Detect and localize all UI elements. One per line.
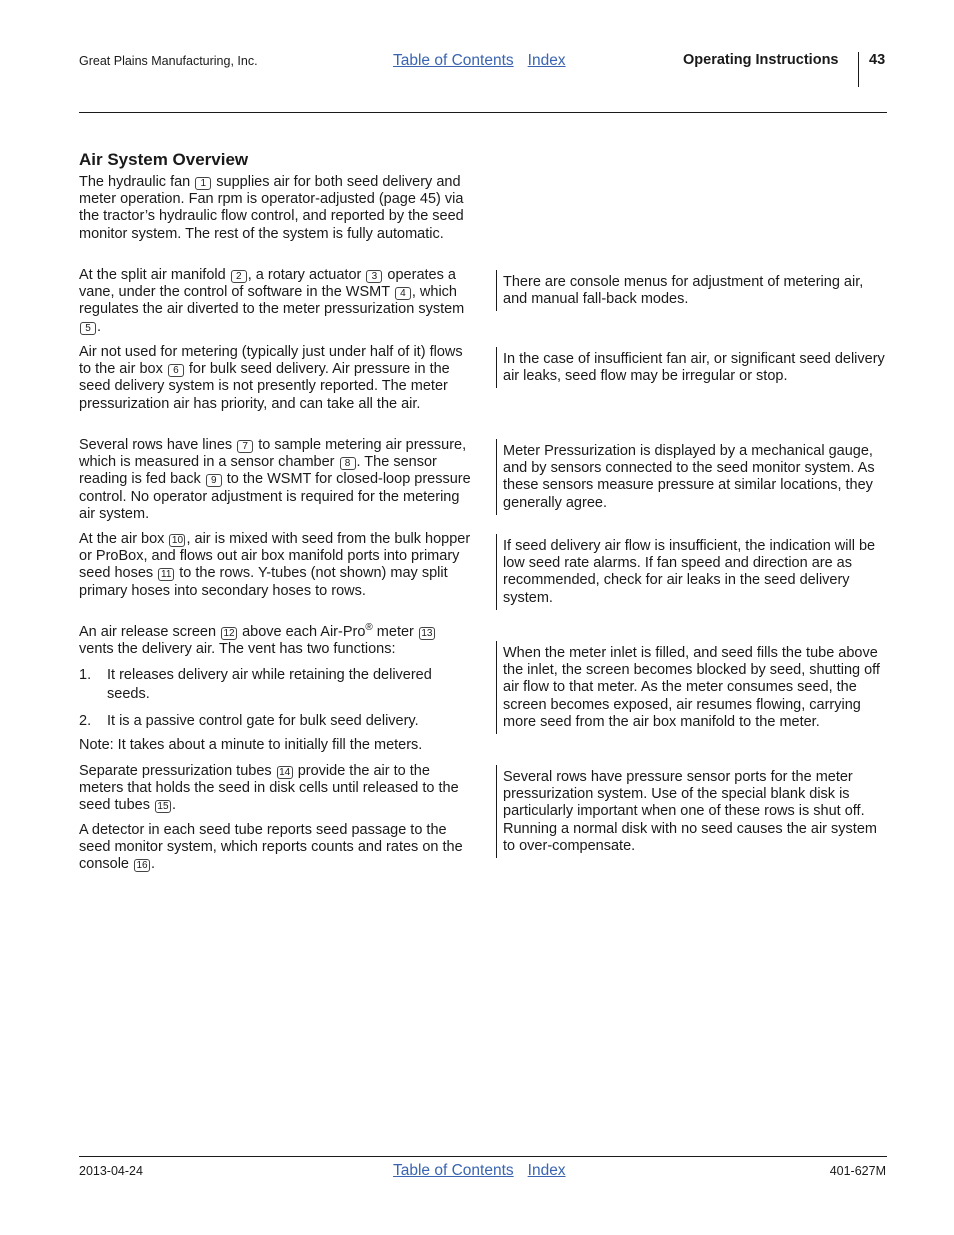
callout-13: 13 bbox=[419, 627, 435, 640]
list-item: 2. It is a passive control gate for bulk seed delivery. bbox=[79, 713, 419, 729]
registered-mark: ® bbox=[365, 622, 373, 634]
callout-14: 14 bbox=[277, 766, 293, 779]
footer-toc-link[interactable]: Table of Contents bbox=[393, 1162, 514, 1179]
sidebar-note: In the case of insufficient fan air, or significant seed delivery air leaks, seed flow may be irregular or stop. bbox=[496, 347, 890, 388]
paragraph-seed-detector: A detector in each seed tube reports seed passage to the seed monitor system, which reports counts and rates on the console 16 . bbox=[79, 822, 463, 873]
sidebar-note: If seed delivery air flow is insufficient, the indication will be low seed rate alarms. If fan speed and direction are as recommended, check for air leaks in the seed delivery system. bbox=[496, 534, 890, 610]
header-toc-link[interactable]: Table of Contents bbox=[393, 52, 514, 69]
callout-15: 15 bbox=[155, 800, 171, 813]
footer-rule bbox=[79, 1156, 887, 1157]
section-title: Operating Instructions bbox=[683, 52, 839, 68]
callout-12: 12 bbox=[221, 627, 237, 640]
callout-6: 6 bbox=[168, 364, 184, 377]
header-rule bbox=[79, 112, 887, 113]
callout-10: 10 bbox=[169, 534, 185, 547]
paragraph-sample-lines: Several rows have lines 7 to sample metering air pressure, which is measured in a sensor chamber 8 . The sensor reading is fed back 9 to the WSMT for closed-loop pressure control. No operator adjustment is required for the metering air system. bbox=[79, 437, 471, 522]
paragraph-pressurization-tubes: Separate pressurization tubes 14 provide the air to the meters that holds the seed in disk cells until released to the seed tubes 15 . bbox=[79, 763, 459, 814]
callout-3: 3 bbox=[366, 270, 382, 283]
paragraph-air-box: Air not used for metering (typically just under half of it) flows to the air box 6 for bulk seed delivery. Air pressure in the seed delivery system is not presently reported. The meter pressurization air has priority, and can take all the air. bbox=[79, 344, 463, 412]
paragraph-split-manifold: At the split air manifold 2 , a rotary actuator 3 operates a vane, under the control of software in the WSMT 4 , which regulates the air diverted to the meter pressurization system 5 . bbox=[79, 267, 465, 335]
sidebar-note: When the meter inlet is filled, and seed fills the tube above the inlet, the screen becomes blocked by seed, shutting off air flow to that meter. As the meter consumes seed, the screen becomes exposed, air resumes flowing, carrying more seed from the air box manifold to the meter. bbox=[496, 641, 890, 734]
callout-5: 5 bbox=[80, 322, 96, 335]
callout-1: 1 bbox=[195, 177, 211, 190]
header-divider bbox=[858, 52, 859, 87]
footer-index-link[interactable]: Index bbox=[527, 1162, 566, 1179]
page-number: 43 bbox=[869, 52, 886, 68]
paragraph-seed-mixing: At the air box 10 , air is mixed with seed from the bulk hopper or ProBox, and flows out air box manifold ports into primary seed hoses 11 to the rows. Y-tubes (not shown) may split primary hoses into secondary hoses to rows. bbox=[79, 531, 471, 599]
sidebar-note: Several rows have pressure sensor ports for the meter pressurization system. Use of the special blank disk is particularly important when one of these rows is shut off. Running a normal disk with no seed causes the air system to over-compensate. bbox=[496, 765, 890, 858]
sidebar-note: Meter Pressurization is displayed by a mechanical gauge, and by sensors connected to the seed monitor system. As these sensors measure pressure at similar locations, they generally agree. bbox=[496, 439, 890, 515]
company-name: Great Plains Manufacturing, Inc. bbox=[79, 54, 258, 68]
list-item: 1. It releases delivery air while retaining the delivered seeds. bbox=[79, 667, 432, 702]
part-number: 401-627M bbox=[829, 1164, 886, 1178]
header-index-link[interactable]: Index bbox=[527, 52, 566, 69]
callout-4: 4 bbox=[395, 287, 411, 300]
paragraph-hydraulic-fan: The hydraulic fan 1 supplies air for both seed delivery and meter operation. Fan rpm is operator-adjusted (page 45) via the tractor’s hydraulic flow control, and reported by the seed monitor system. The rest of the system is fully automatic. bbox=[79, 174, 464, 242]
footer-links bbox=[393, 1162, 566, 1180]
callout-16: 16 bbox=[134, 859, 150, 872]
callout-8: 8 bbox=[340, 457, 356, 470]
sidebar-note: There are console menus for adjustment of metering air, and manual fall-back modes. bbox=[496, 270, 890, 311]
paragraph-air-release-screen: An air release screen 12 above each Air-Pro® meter 13 vents the delivery air. The vent has two functions: bbox=[79, 624, 471, 658]
footer-date: 2013-04-24 bbox=[79, 1164, 143, 1178]
callout-11: 11 bbox=[158, 568, 174, 581]
header-links bbox=[393, 52, 566, 70]
callout-9: 9 bbox=[206, 474, 222, 487]
note: Note: It takes about a minute to initially fill the meters. bbox=[79, 737, 423, 753]
callout-2: 2 bbox=[231, 270, 247, 283]
page-title: Air System Overview bbox=[79, 150, 249, 169]
callout-7: 7 bbox=[237, 440, 253, 453]
